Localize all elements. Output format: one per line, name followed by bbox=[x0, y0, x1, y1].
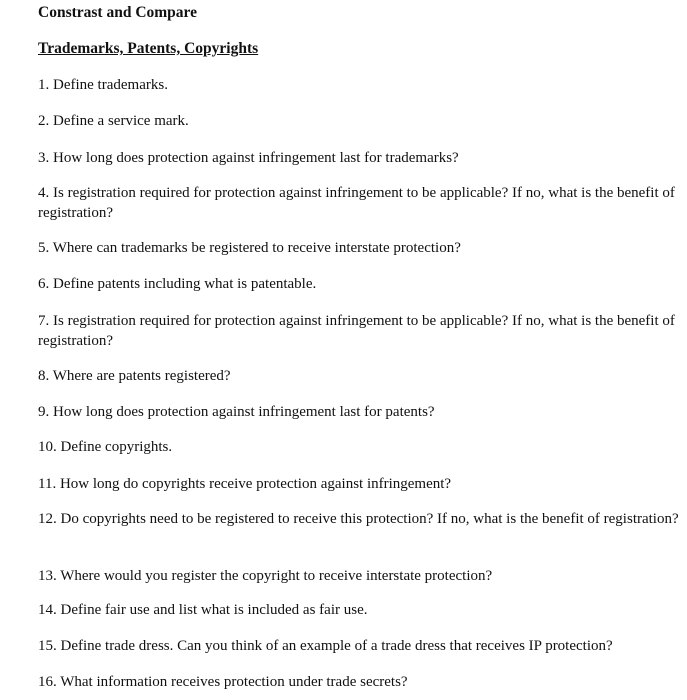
question-10: 10. Define copyrights. bbox=[38, 439, 173, 455]
question-4: 4. Is registration required for protection against infringement to be applicable? If no, what is the benefit of registration? bbox=[38, 185, 675, 221]
question-6: 6. Define patents including what is patentable. bbox=[38, 276, 317, 292]
question-11: 11. How long do copyrights receive protection against infringement? bbox=[38, 476, 452, 492]
question-2: 2. Define a service mark. bbox=[38, 113, 189, 129]
question-15: 15. Define trade dress. Can you think of an example of a trade dress that receives IP protection? bbox=[38, 638, 613, 654]
question-14: 14. Define fair use and list what is included as fair use. bbox=[38, 602, 368, 618]
question-3: 3. How long does protection against infringement last for trademarks? bbox=[38, 150, 459, 166]
question-9: 9. How long does protection against infringement last for patents? bbox=[38, 404, 435, 420]
document-title: Constrast and Compare bbox=[38, 4, 198, 21]
question-7: 7. Is registration required for protection against infringement to be applicable? If no, what is the benefit of registration? bbox=[38, 313, 675, 349]
question-8: 8. Where are patents registered? bbox=[38, 368, 231, 384]
section-heading: Trademarks, Patents, Copyrights bbox=[38, 40, 259, 57]
question-1: 1. Define trademarks. bbox=[38, 77, 168, 93]
question-12: 12. Do copyrights need to be registered to receive this protection? If no, what is the benefit of registration? bbox=[38, 511, 679, 527]
question-13: 13. Where would you register the copyright to receive interstate protection? bbox=[38, 568, 493, 584]
question-5: 5. Where can trademarks be registered to receive interstate protection? bbox=[38, 240, 461, 256]
question-16: 16. What information receives protection under trade secrets? bbox=[38, 674, 408, 690]
